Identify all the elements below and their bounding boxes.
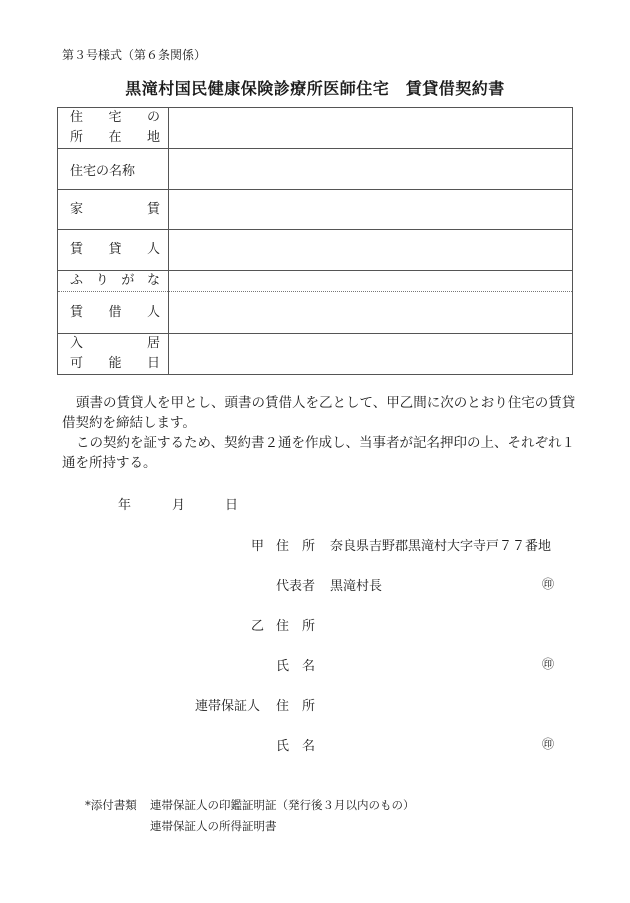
date-day: 日: [225, 498, 239, 513]
value-rent[interactable]: [169, 190, 573, 230]
table-row-lessor: [58, 230, 573, 271]
label-address: 住 宅 の 所 在 地: [58, 108, 169, 149]
table-row-furigana: [58, 271, 573, 292]
seal-mark: ㊞: [542, 577, 555, 591]
attachment-item-2: 連帯保証人の所得証明書: [150, 819, 277, 833]
form-number: 第３号様式（第６条関係）: [62, 48, 207, 62]
guarantor-name-label: 氏 名: [276, 739, 316, 754]
otsu-label: 乙: [251, 619, 265, 634]
value-address[interactable]: [169, 108, 573, 149]
kou-label: 甲: [251, 539, 265, 554]
table-row-lessee: [58, 292, 573, 334]
value-move-in[interactable]: [169, 334, 573, 375]
guarantor-label: 連帯保証人: [195, 699, 261, 714]
table-row-move-in: [58, 334, 573, 375]
value-lessee[interactable]: [169, 292, 573, 334]
attachments-label: *添付書類: [85, 798, 137, 812]
seal-mark: ㊞: [542, 657, 555, 671]
label-furigana: ふ り が な: [58, 271, 169, 292]
table-row-name: [58, 149, 573, 190]
label-lessee: 賃 借 人: [58, 292, 169, 334]
attachment-item-1: 連帯保証人の印鑑証明証（発行後３月以内のもの）: [150, 798, 415, 812]
representative-value: 黒滝村長: [330, 579, 383, 594]
guarantor-address-label: 住 所: [276, 699, 316, 714]
table-row-rent: [58, 190, 573, 230]
contract-table: [57, 107, 573, 375]
label-move-in: 入 居 可 能 日: [58, 334, 169, 375]
label-lessor: 賃 貸 人: [58, 230, 169, 271]
value-lessor[interactable]: [169, 230, 573, 271]
date-month: 月: [172, 498, 186, 513]
document-title: 黒滝村国民健康保険診療所医師住宅 賃貸借契約書: [125, 79, 505, 98]
kou-address-label: 住 所: [276, 539, 316, 554]
otsu-address-label: 住 所: [276, 619, 316, 634]
representative-label: 代表者: [276, 579, 316, 594]
otsu-name-label: 氏 名: [276, 659, 316, 674]
label-name: 住宅の名称: [58, 149, 169, 190]
value-furigana[interactable]: [169, 271, 573, 292]
paragraph-2: この契約を証するため、契約書２通を作成し、当事者が記名押印の上、それぞれ１通を所持する。: [62, 435, 575, 471]
label-rent: 家 賃: [58, 190, 169, 230]
table-row-address: [58, 108, 573, 149]
value-name[interactable]: [169, 149, 573, 190]
seal-mark: ㊞: [542, 737, 555, 751]
date-year: 年: [118, 498, 132, 513]
paragraph-1: 頭書の賃貸人を甲とし、頭書の賃借人を乙として、甲乙間に次のとおり住宅の賃貸借契約を締結します。: [62, 395, 576, 431]
kou-address: 奈良県吉野郡黒滝村大字寺戸７７番地: [330, 539, 552, 554]
